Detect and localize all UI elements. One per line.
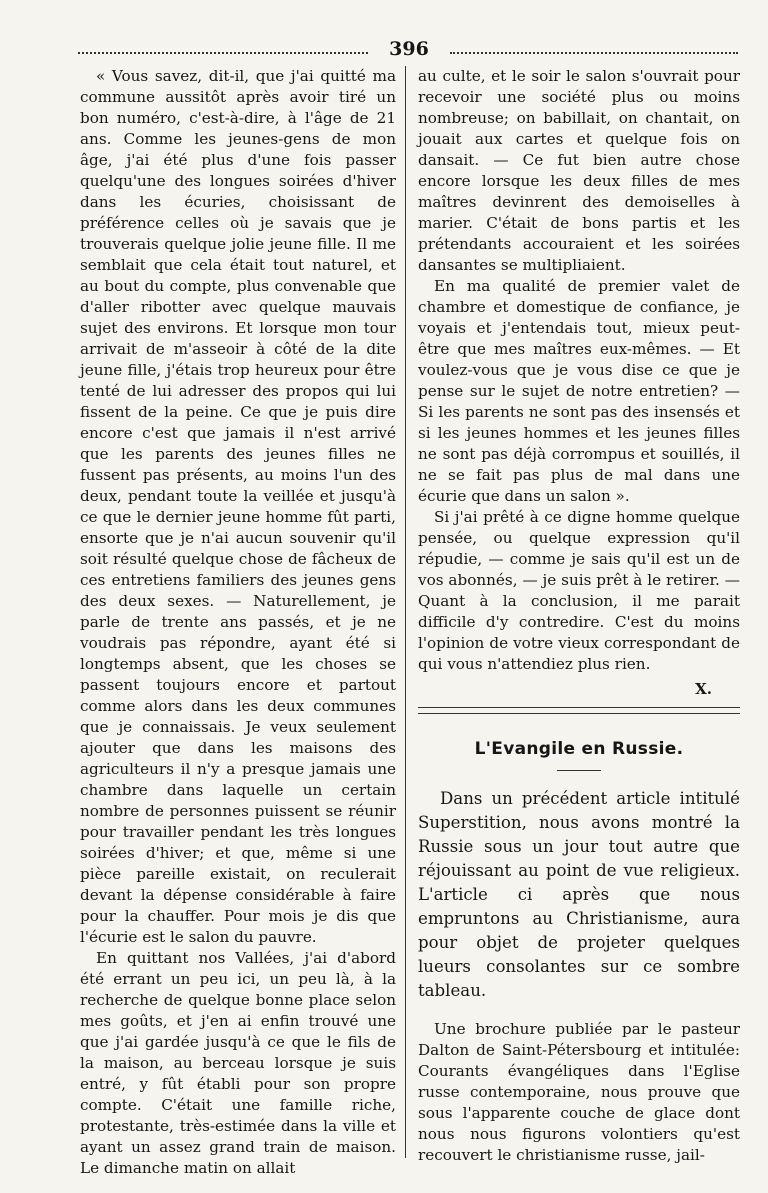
left-paragraph-2: En quittant nos Vallées, j'ai d'abord été errant un peu ici, un peu là, à la recherche de quelque bonne place selon mes goûts, et j'en ai enfin trouvé une que j'ai gardée jusqu'à ce que le fils de la maison, au berceau lorsque je suis entré, y fût établi pour son propre compte. C'était une famille riche, protestante, très-estimée dans la ville et ayant un assez grand train de maison. Le dimanche matin on allait: [80, 949, 396, 1177]
page-number: 396: [389, 38, 429, 60]
header-rule-right: [450, 52, 738, 55]
right-paragraph-1: au culte, et le soir le salon s'ouvrait pour recevoir une société plus ou moins nombreuse; on babillait, on chantait, on jouait aux cartes et quelque fois on dansait. — Ce fut bien autre chose encore lorsque les deux filles de mes maîtres devinrent des demoiselles à marier. C'était de bons partis et les prétendants accouraient et les soirées dansantes se multipliaient.: [418, 67, 740, 274]
left-paragraph-1: « Vous savez, dit-il, que j'ai quitté ma commune aussitôt après avoir tiré un bon numéro, c'est-à-dire, à l'âge de 21 ans. Comme les jeunes-gens de mon âge, j'ai été plus d'une fois passer quelqu'une des longues soirées d'hiver dans les écuries, choisissant de préférence celles où je savais que je trouverais quelque jolie jeune fille. Il me semblait que cela était tout naturel, et au bout du compte, plus convenable que d'aller ribotter avec quelque mauvais sujet des environs. Et lorsque mon tour arrivait de m'asseoir à côté de la dite jeune fille, j'étais trop heureux pour être tenté de lui adresser des propos qui lui fissent de la peine. Ce que je puis dire encore c'est que jamais il n'est arrivé que les parents des jeunes filles ne fussent pas présents, au moins l'un des deux, pendant toute la veillée et jusqu'à ce que le dernier jeune homme fût parti, ensorte que je n'ai aucun souvenir qu'il soit résulté quelque chose de fâcheux de ces entretiens familiers des jeunes gens des deux sexes. — Naturellement, je parle de trente ans passés, et je ne voudrais pas répondre, ayant été si longtemps absent, que les choses se passent toujours encore et partout comme alors dans les deux communes que je connaissais. Je veux seulement ajouter que dans les maisons des agriculteurs il n'y a presque jamais une chambre dans laquelle un certain nombre de personnes puissent se réunir pour travailler pendant les très longues soirées d'hiver; et que, même si une pièce pareille existait, on reculerait devant la dépense considérable à faire pour la chauffer. Pour mois je dis que l'écurie est le salon du pauvre.: [80, 67, 396, 946]
article-paragraph-2: Une brochure publiée par le pasteur Dalton de Saint-Pétersbourg et intitulée: Courants évangéliques dans l'Eglise russe contemporaine, nous prouve que sous l'apparente couche de glace dont nous nous figurons volontiers qu'est recouvert le christianisme russe, jail-: [418, 1020, 740, 1164]
right-column: [418, 66, 740, 1166]
column-divider: [405, 66, 406, 1158]
article-title: L'Evangile en Russie.: [474, 739, 684, 759]
right-paragraph-2: En ma qualité de premier valet de chambre et domestique de confiance, je voyais et j'entendais tout, mieux peut-être que mes maîtres eux-mêmes. — Et voulez-vous que je vous dise ce que je pense sur le sujet de notre entretien? — Si les parents ne sont pas des insensés et si les jeunes hommes et les jeunes filles ne sont pas déjà corrompus et souillés, il ne se fait pas plus de mal dans une écurie que dans un salon ».: [418, 277, 740, 505]
title-underline: [557, 770, 601, 771]
left-column: [80, 66, 396, 1179]
section-separator: [418, 707, 740, 714]
right-paragraph-3: Si j'ai prêté à ce digne homme quelque pensée, ou quelque expression qu'il répudie, — comme je sais qu'il est un de vos abonnés, — je suis prêt à le retirer. — Quant à la conclusion, il me parait difficile d'y contredire. C'est du moins l'opinion de votre vieux correspondant de qui vous n'attendiez plus rien.: [418, 508, 740, 673]
page-header: [78, 40, 738, 58]
article-paragraph-1: Dans un précédent article intitulé Superstition, nous avons montré la Russie sous un jour tout autre que réjouissant au point de vue religieux. L'article ci après que nous empruntons au Christianisme, aura pour objet de projeter quelques lueurs consolantes sur ce sombre tableau.: [418, 789, 740, 1000]
header-rule-left: [78, 52, 368, 55]
letter-signature: X.: [695, 680, 712, 698]
